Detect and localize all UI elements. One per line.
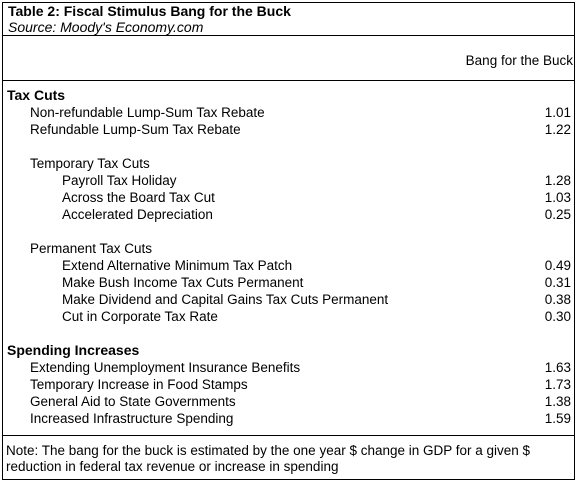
table-row [2,104,575,121]
row-label: Refundable Lump-Sum Tax Rebate [30,122,241,137]
row-label: Temporary Increase in Food Stamps [30,377,248,392]
table-note: Note: The bang for the buck is estimated by the one year $ change in GDP for a given $ reduction in federal tax revenue or increase in spending [6,443,531,474]
table-row [2,121,575,138]
row-value: 0.38 [544,292,571,307]
row-label: Increased Infrastructure Spending [30,411,234,426]
row-label: Accelerated Depreciation [62,207,213,222]
row-value: 1.63 [544,360,571,375]
row-label: General Aid to State Governments [30,394,236,409]
row-value: 1.03 [544,190,571,205]
table-header [2,2,575,36]
row-value: 0.49 [544,258,571,273]
table-row [2,257,575,274]
row-label: Make Bush Income Tax Cuts Permanent [62,275,304,290]
table-row [2,206,575,223]
section-tax-cuts [2,87,575,104]
subsection-temporary-tax-cuts [2,155,575,172]
header-rule [2,80,575,81]
row-value: 0.31 [544,275,571,290]
table-row [2,410,575,427]
row-label: Extending Unemployment Insurance Benefits [30,360,301,375]
row-value: 0.25 [544,207,571,222]
subsection-label: Temporary Tax Cuts [30,156,150,171]
table-row [2,172,575,189]
table-source: Source: Moody's Economy.com [8,19,204,35]
table-row [2,308,575,325]
table-row [2,376,575,393]
table-row [2,291,575,308]
subsection-label: Permanent Tax Cuts [30,241,153,256]
section-spending-increases [2,342,575,359]
column-header: Bang for the Buck [465,53,573,68]
table-row [2,274,575,291]
row-value: 1.28 [544,173,571,188]
row-value: 0.30 [544,309,571,324]
table-row [2,359,575,376]
row-label: Across the Board Tax Cut [62,190,215,205]
table-row [2,189,575,206]
row-label: Non-refundable Lump-Sum Tax Rebate [30,105,265,120]
section-label: Spending Increases [7,342,140,358]
row-value: 1.22 [544,122,571,137]
row-label: Cut in Corporate Tax Rate [62,309,218,324]
table-row [2,393,575,410]
row-label: Extend Alternative Minimum Tax Patch [62,258,293,273]
row-value: 1.73 [544,377,571,392]
row-label: Payroll Tax Holiday [62,173,177,188]
table-title: Table 2: Fiscal Stimulus Bang for the Buck [8,3,291,19]
row-value: 1.59 [544,411,571,426]
subsection-permanent-tax-cuts [2,240,575,257]
section-label: Tax Cuts [7,87,66,103]
row-value: 1.38 [544,394,571,409]
row-value: 1.01 [544,105,571,120]
footer-rule [2,435,575,436]
row-label: Make Dividend and Capital Gains Tax Cuts Permanent [62,292,389,307]
